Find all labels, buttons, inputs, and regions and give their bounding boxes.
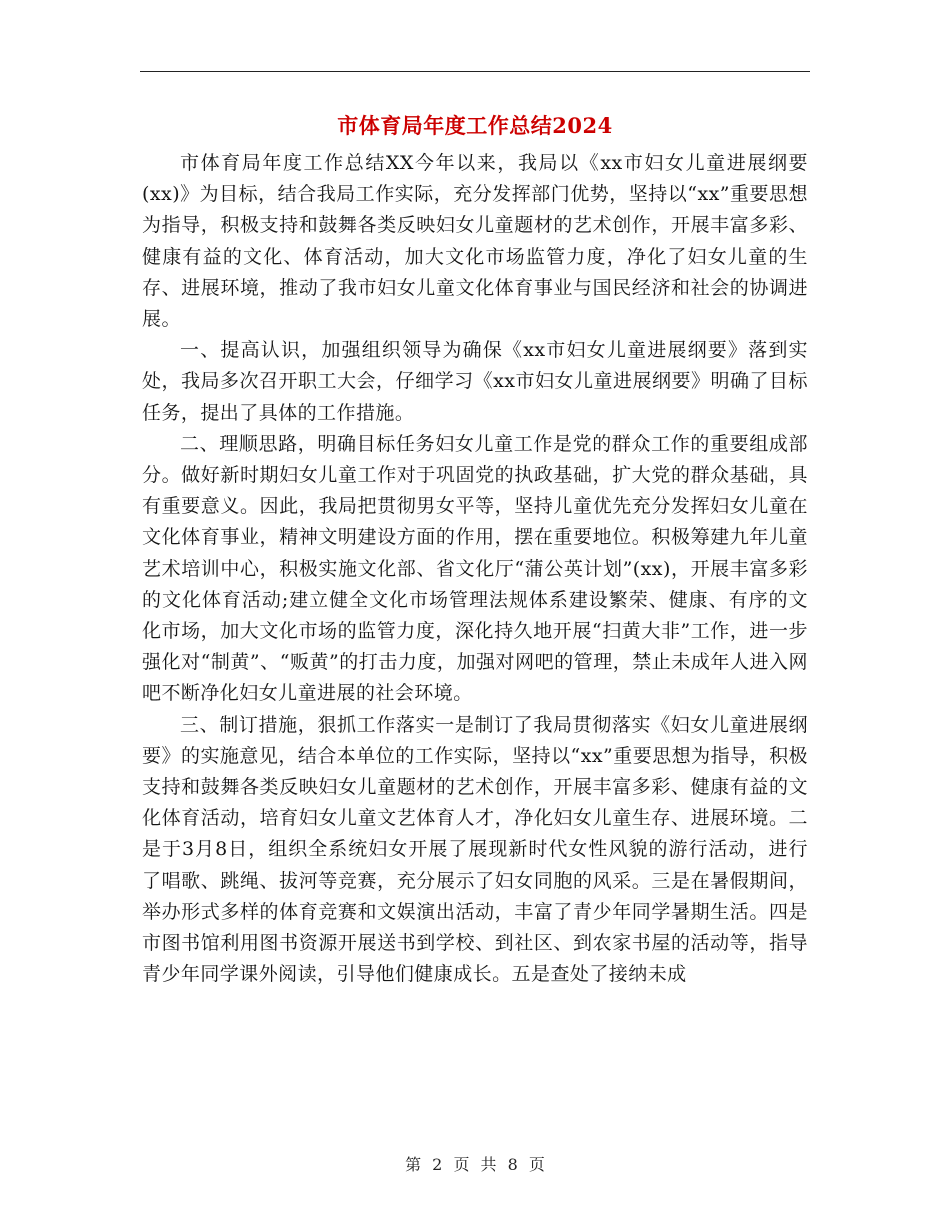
document-title: 市体育局年度工作总结2024: [337, 113, 613, 138]
document-body: [142, 148, 808, 990]
paragraph-section-2: 二、理顺思路，明确目标任务妇女儿童工作是党的群众工作的重要组成部分。做好新时期妇女儿童工作对于巩固党的执政基础，扩大党的群众基础，具有重要意义。因此，我局把贯彻男女平等，坚持儿童优先充分发挥妇女儿童在文化体育事业，精神文明建设方面的作用，摆在重要地位。积极筹建九年儿童艺术培训中心，积极实施文化部、省文化厅“蒲公英计划”(xx)，开展丰富多彩的文化体育活动;建立健全文化市场管理法规体系建设繁荣、健康、有序的文化市场，加大文化市场的监管力度，深化持久地开展“扫黄大非”工作，进一步强化对“制黄”、“贩黄”的打击力度，加强对网吧的管理，禁止未成年人进入网吧不断净化妇女儿童进展的社会环境。: [142, 432, 808, 705]
paragraph-intro: 市体育局年度工作总结XX今年以来，我局以《xx市妇女儿童进展纲要(xx)》为目标，结合我局工作实际，充分发挥部门优势，坚持以“xx”重要思想为指导，积极支持和鼓舞各类反映妇女儿童题材的艺术创作，开展丰富多彩、健康有益的文化、体育活动，加大文化市场监管力度，净化了妇女儿童的生存、进展环境，推动了我市妇女儿童文化体育事业与国民经济和社会的协调进展。: [142, 152, 808, 331]
page-number-footer: 第 2 页 共 8 页: [405, 1155, 545, 1174]
paragraph-section-1: 一、提高认识，加强组织领导为确保《xx市妇女儿童进展纲要》落到实处，我局多次召开职工大会，仔细学习《xx市妇女儿童进展纲要》明确了目标任务，提出了具体的工作措施。: [142, 339, 808, 424]
header-rule: [140, 71, 810, 72]
paragraph-section-3: 三、制订措施，狠抓工作落实一是制订了我局贯彻落实《妇女儿童进展纲要》的实施意见，结合本单位的工作实际，坚持以“xx”重要思想为指导，积极支持和鼓舞各类反映妇女儿童题材的艺术创作，开展丰富多彩、健康有益的文化体育活动，培育妇女儿童文艺体育人才，净化妇女儿童生存、进展环境。二是于3月8日，组织全系统妇女开展了展现新时代女性风貌的游行活动，进行了唱歌、跳绳、拔河等竞赛，充分展示了妇女同胞的风采。三是在暑假期间，举办形式多样的体育竞赛和文娱演出活动，丰富了青少年同学暑期生活。四是市图书馆利用图书资源开展送书到学校、到社区、到农家书屋的活动等，指导青少年同学课外阅读，引导他们健康成长。五是查处了接纳未成: [142, 713, 808, 986]
